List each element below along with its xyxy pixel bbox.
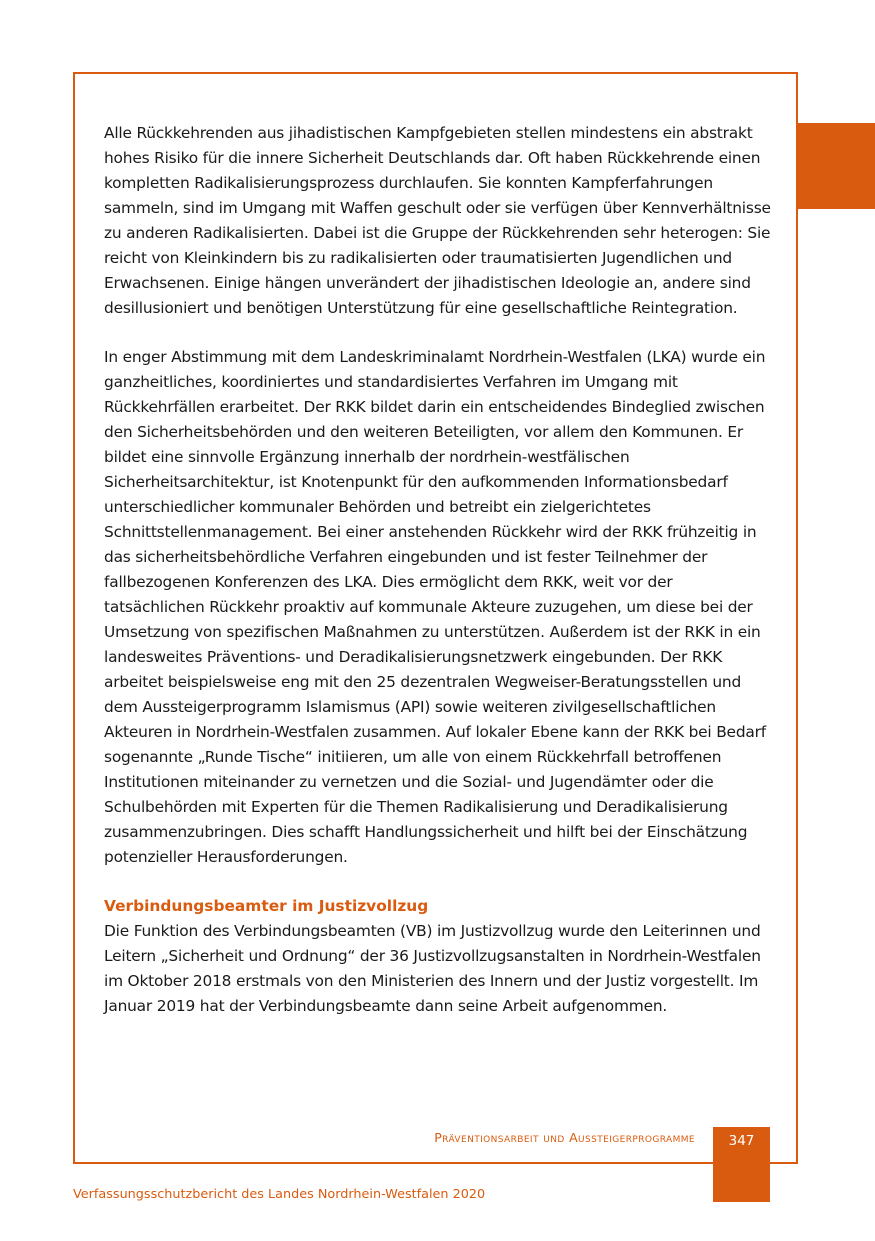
paragraph: In enger Abstimmung mit dem Landeskriminalamt Nordrhein-Westfalen (LKA) wurde ein ganzheitliches, koordiniertes und standardisiertes Verfahren im Umgang mit Rückkehrfällen erarbeitet. Der RKK bildet darin ein entscheidendes Bindeglied zwischen den Sicherheitsbehörden und den weiteren Beteiligten, vor allem den Kommunen. Er bildet eine sinnvolle Ergänzung innerhalb der nordrhein-westfälischen Sicherheitsarchitektur, ist Knotenpunkt für den aufkommenden Informationsbedarf unterschiedlicher kommunaler Behörden und betreibt ein zielgerichtetes Schnittstellenmanagement. Bei einer anstehenden Rückkehr wird der RKK frühzeitig in das sicherheitsbehördliche Verfahren eingebunden und ist fester Teilnehmer der fallbezogenen Konferenzen des LKA. Dies ermöglicht dem RKK, weit vor der tatsächlichen Rückkehr proaktiv auf kommunale Akteure zuzugehen, um diese bei der Umsetzung von spezifischen Maßnahmen zu unterstützen. Außerdem ist der RKK in ein landesweites Präventions- und Deradikalisierungsnetzwerk eingebunden. Der RKK arbeitet beispielsweise eng mit den 25 dezentralen Wegweiser-Beratungsstellen und dem Aussteigerprogramm Islamismus (API) sowie weiteren zivilgesellschaftlichen Akteuren in Nordrhein-Westfalen zusammen. Auf lokaler Ebene kann der RKK bei Bedarf sogenannte „Runde Tische“ initiieren, um alle von einem Rückkehrfall betroffenen Institutionen miteinander zu vernetzen und die Sozial- und Jugendämter oder die Schulbehörden mit Experten für die Themen Radikalisierung und Deradikalisierung zusammenzubringen. Dies schafft Handlungssicherheit und hilft bei der Einschätzung potenzieller Herausforderungen.: [104, 348, 766, 866]
section-heading: Verbindungsbeamter im Justizvollzug: [104, 897, 429, 915]
main-content: [104, 121, 774, 1043]
paragraph: Alle Rückkehrenden aus jihadistischen Kampfgebieten stellen mindestens ein abstrakt hohes Risiko für die innere Sicherheit Deutschlands dar. Oft haben Rückkehrende einen kompletten Radikalisierungsprozess durchlaufen. Sie konnten Kampferfahrungen sammeln, sind im Umgang mit Waffen geschult oder sie verfügen über Kennverhältnisse zu anderen Radikalisierten. Dabei ist die Gruppe der Rückkehrenden sehr heterogen: Sie reicht von Kleinkindern bis zu radikalisierten oder traumatisierten Jugendlichen und Erwachsenen. Einige hängen unverändert der jihadistischen Ideologie an, andere sind desillusioniert und benötigen Unterstützung für eine gesellschaftliche Reintegration.: [104, 124, 771, 317]
chapter-title: Präventionsarbeit und Aussteigerprogramme: [434, 1130, 695, 1145]
paragraph: Die Funktion des Verbindungsbeamten (VB) im Justizvollzug wurde den Leiterinnen und Leitern „Sicherheit und Ordnung“ der 36 Justizvollzugsanstalten in Nordrhein-Westfalen im Oktober 2018 erstmals von den Ministerien des Innern und der Justiz vorgestellt. Im Januar 2019 hat der Verbindungsbeamte dann seine Arbeit aufgenommen.: [104, 922, 761, 1015]
chapter-side-tab: [798, 123, 875, 209]
page-number: 347: [728, 1133, 755, 1149]
report-title: Verfassungsschutzbericht des Landes Nordrhein-Westfalen 2020: [73, 1187, 486, 1202]
page-number-box: [713, 1127, 770, 1202]
